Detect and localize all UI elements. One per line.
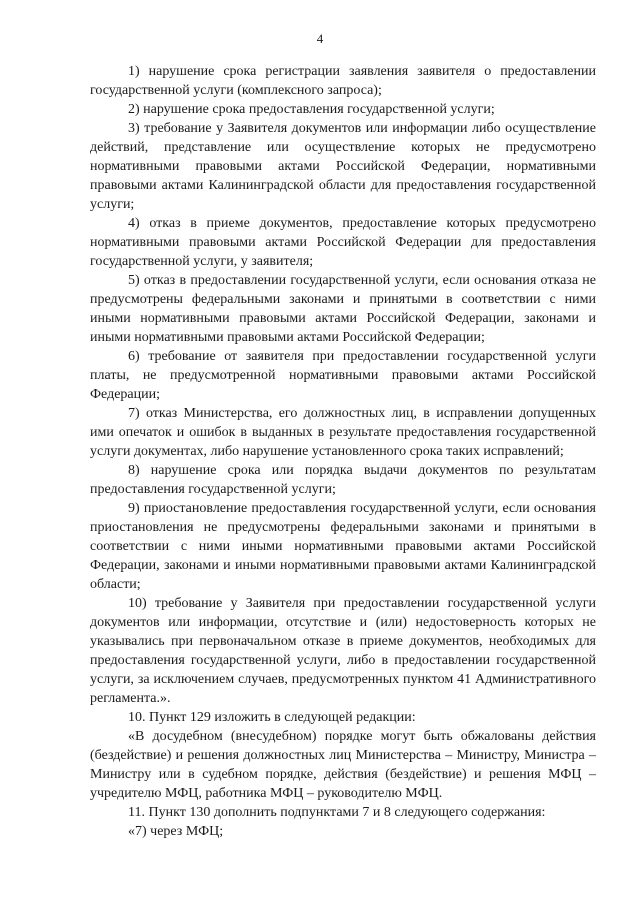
- paragraph: 11. Пункт 130 дополнить подпунктами 7 и 8 следующего содержания:: [128, 805, 546, 820]
- paragraph: 1) нарушение срока регистрации заявления заявителя о предоставлении государственной услуги (комплексного запроса);: [90, 64, 596, 98]
- paragraph: 9) приостановление предоставления государственной услуги, если основания приостановления не предусмотрены федеральными законами и принятыми в соответствии с ними иными нормативными правовыми актами Российской Федерации, законами и иными нормативными правовыми актами Калининградской области;: [90, 501, 596, 592]
- paragraph: 8) нарушение срока или порядка выдачи документов по результатам предоставления государственной услуги;: [90, 463, 596, 497]
- paragraph: 5) отказ в предоставлении государственной услуги, если основания отказа не предусмотрены федеральными законами и принятыми в соответствии с ними иными нормативными правовыми актами Российской Федерации, законами и иными нормативными правовыми актами Российской Федерации;: [90, 273, 596, 345]
- paragraph: 6) требование от заявителя при предоставлении государственной услуги платы, не предусмотренной нормативными правовыми актами Российской Федерации;: [90, 349, 596, 402]
- paragraph: 7) отказ Министерства, его должностных лиц, в исправлении допущенных ими опечаток и ошибок в выданных в результате предоставления государственной услуги документах, либо нарушение установленного срока таких исправлений;: [90, 406, 596, 459]
- paragraph: 4) отказ в приеме документов, предоставление которых предусмотрено нормативными правовыми актами Российской Федерации для предоставления государственной услуги, у заявителя;: [90, 216, 596, 269]
- paragraph: «В досудебном (внесудебном) порядке могут быть обжалованы действия (бездействие) и решения должностных лиц Министерства – Министру, Министра – Министру или в судебном порядке, действия (бездействие) и решения МФЦ – учредителю МФЦ, работника МФЦ – руководителю МФЦ.: [90, 729, 596, 801]
- paragraph: 2) нарушение срока предоставления государственной услуги;: [128, 102, 495, 117]
- paragraph: 10) требование у Заявителя при предоставлении государственной услуги документов или информации, отсутствие и (или) недостоверность которых не указывались при первоначальном отказе в приеме документов, необходимых для предоставления государственной услуги, либо в предоставлении государственной услуги, за исключением случаев, предусмотренных пунктом 41 Административного регламента.».: [90, 596, 596, 706]
- paragraph: 10. Пункт 129 изложить в следующей редакции:: [128, 710, 416, 725]
- paragraph: 3) требование у Заявителя документов или информации либо осуществление действий, представление или осуществление которых не предусмотрено нормативными правовыми актами Российской Федерации, нормативными правовыми актами Калининградской области для предоставления государственной услуги;: [90, 121, 596, 212]
- document-body: [90, 62, 596, 841]
- page-number: 4: [316, 31, 324, 46]
- paragraph: «7) через МФЦ;: [128, 824, 224, 839]
